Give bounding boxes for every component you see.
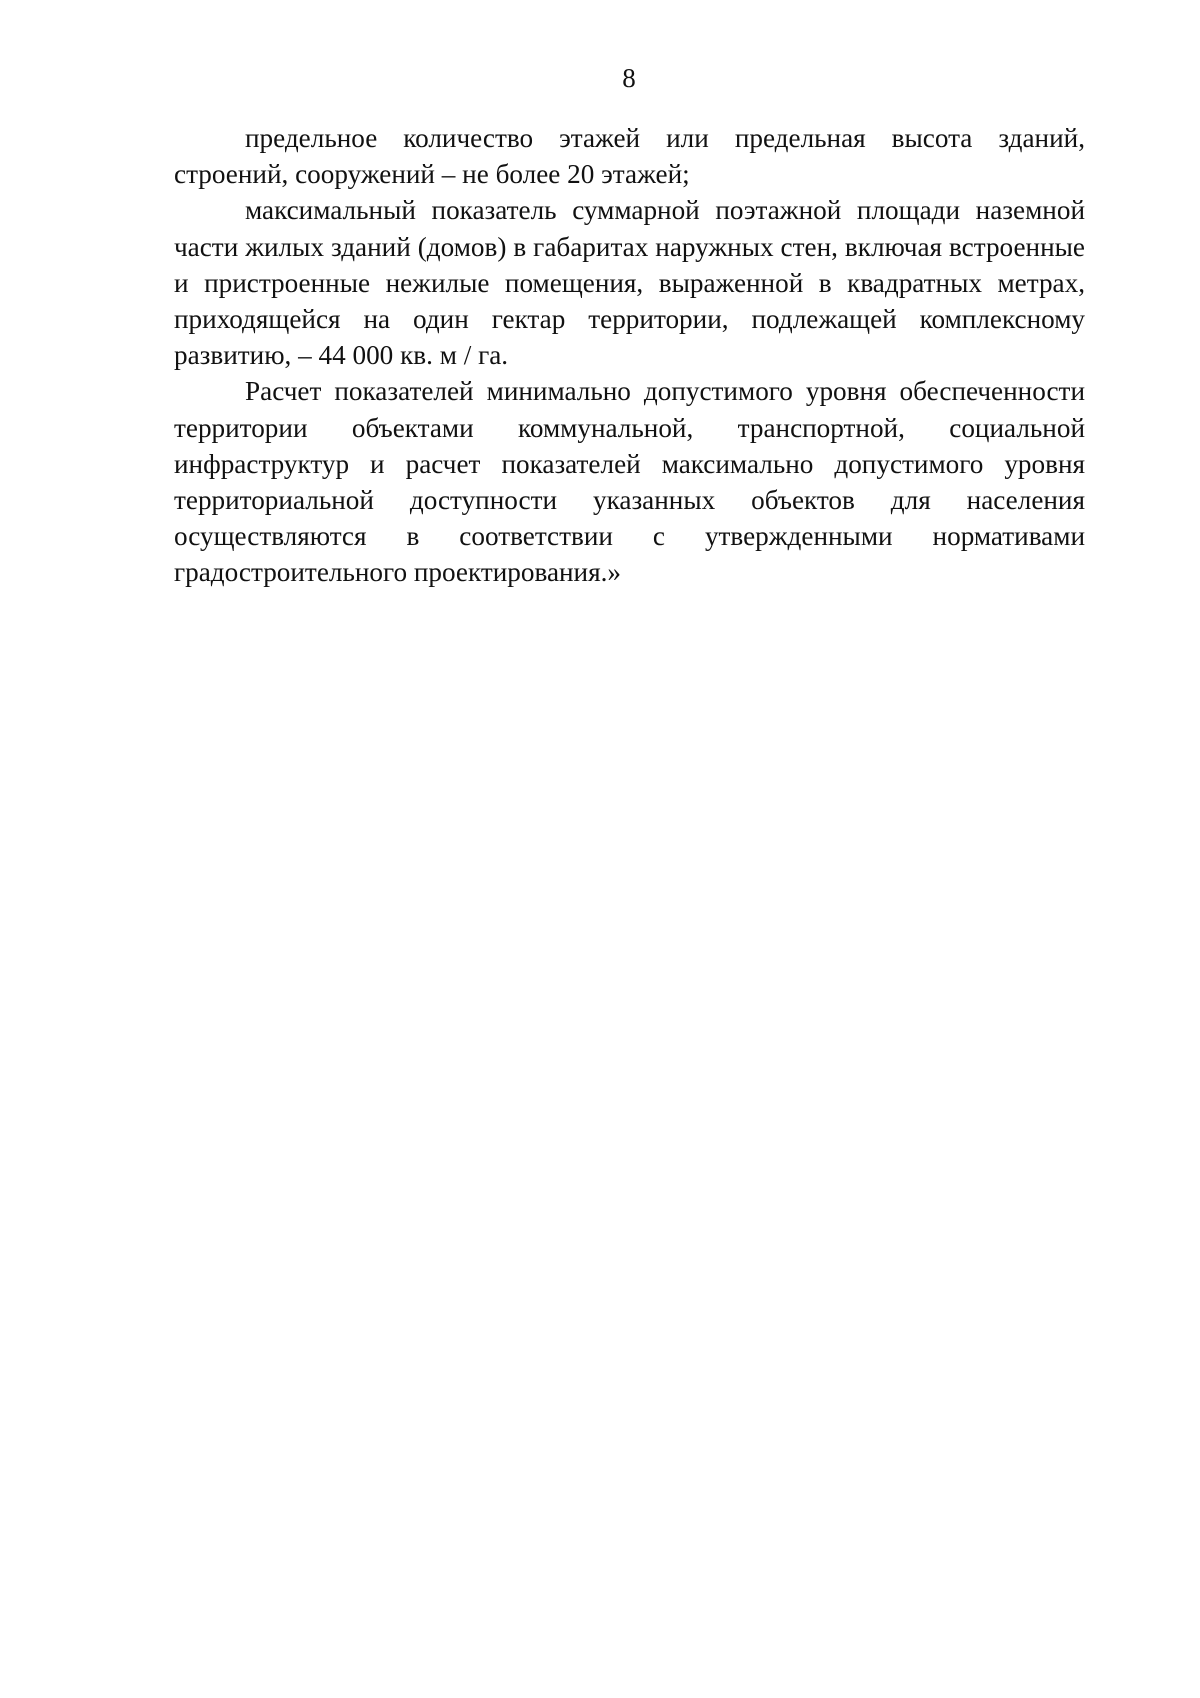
paragraph-infrastructure-calculation: Расчет показателей минимально допустимого уровня обеспеченности территории объектами коммунальной, транспортной, социальной инфраструктур и расчет показателей максимально допустимого уровня территориальной доступности указанных объектов для населения осуществляются в соответствии с утвержденными нормативами градостроительного проектирования.» <box>174 376 1085 588</box>
paragraph-floor-area-ratio: максимальный показатель суммарной поэтажной площади наземной части жилых зданий (домов) в габаритах наружных стен, включая встроенные и пристроенные нежилые помещения, выраженной в квадратных метрах, приходящейся на один гектар территории, подлежащей комплексному развитию, – 44 000 кв. м / га. <box>174 195 1085 371</box>
paragraph-floor-limit: предельное количество этажей или предельная высота зданий, строений, сооружений – не более 20 этажей; <box>174 123 1085 190</box>
page-number: 8 <box>622 63 636 93</box>
document-body <box>174 120 1085 591</box>
